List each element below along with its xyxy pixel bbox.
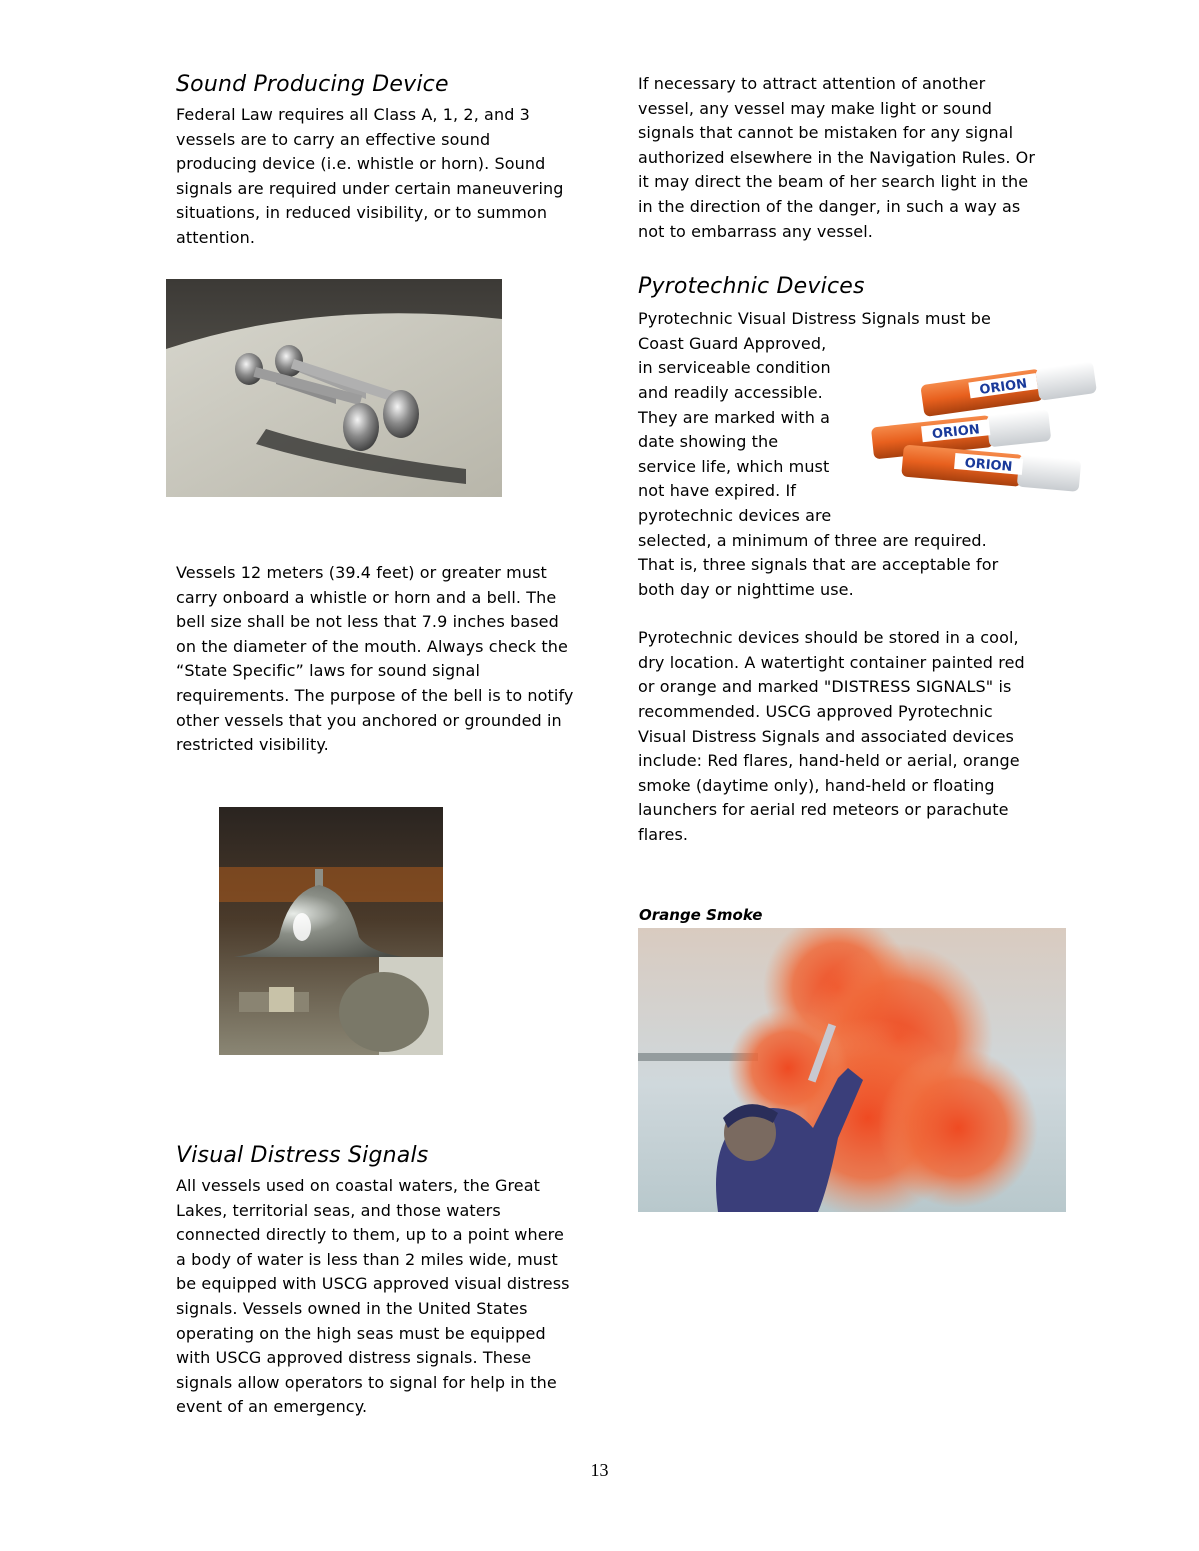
pyro-line: date showing the [638,432,779,452]
attract-attention-paragraph: If necessary to attract attention of another vessel, any vessel may make light or sound signals that cannot be mistaken for any signal authorized elsewhere in the Navigation Rules. Or it may direct the beam of her search light in the in the direction of the danger, in such a way as not to embarrass any vessel. [638,74,1036,241]
pyro-line: and readily accessible. [638,382,823,402]
flare-label: ORION [978,376,1029,399]
visual-distress-signals-heading: Visual Distress Signals [176,1143,429,1168]
sound-device-paragraph: Federal Law requires all Class A, 1, 2, and 3 vessels are to carry an effective sound producing device (i.e. whistle or horn). Sound signals are required under certain maneuvering situations, in reduced visibility, or to summon attention. [176,105,564,247]
sound-producing-device-heading: Sound Producing Device [176,72,449,97]
air-horn-photo [166,279,502,497]
pyro-line: Pyrotechnic Visual Distress Signals must be [638,309,992,329]
flare-label: ORION [963,455,1013,475]
visual-distress-paragraph: All vessels used on coastal waters, the Great Lakes, territorial seas, and those waters connected directly to them, up to a point where a body of water is less than 2 miles wide, must be equipped with USCG approved visual distress signals. Vessels owned in the United States operating on the high seas must be equipped with USCG approved distress signals. These signals allow operators to signal for help in the event of an emergency. [176,1176,570,1417]
pyro-line: in serviceable condition [638,358,831,378]
pyro-line: They are marked with a [638,407,831,427]
orion-flares-photo [862,352,1102,502]
pyro-line: That is, three signals that are acceptable for [638,555,999,575]
pyro-line: selected, a minimum of three are required. [638,530,987,550]
pyrotechnic-devices-heading: Pyrotechnic Devices [638,274,865,300]
pyro-line: both day or nighttime use. [638,579,854,599]
bell-requirement-paragraph: Vessels 12 meters (39.4 feet) or greater must carry onboard a whistle or horn and a bell. The bell size shall be not less that 7.9 inches based on the diameter of the mouth. Always check the “State Specific” laws for sound signal requirements. The purpose of the bell is to notify other vessels that you anchored or grounded in restricted visibility. [176,563,574,755]
pyro-line: not have expired. If [638,481,797,501]
page-number: 13 [590,1460,609,1480]
pyrotechnic-storage-paragraph: Pyrotechnic devices should be stored in a cool, dry location. A watertight container painted red or orange and marked "DISTRESS SIGNALS" is recommended. USCG approved Pyrotechnic Visual Distress Signals and associated devices include: Red flares, hand-held or aerial, orange smoke (daytime only), hand-held or floating launchers for aerial red meteors or parachute flares. [638,628,1025,845]
left-column [176,72,576,251]
flare-label: ORION [931,422,981,443]
orange-smoke-caption: Orange Smoke [639,906,763,924]
orange-smoke-photo [638,928,1066,1212]
pyro-line: Coast Guard Approved, [638,333,827,353]
pyro-line: service life, which must [638,456,830,476]
pyro-line: pyrotechnic devices are [638,505,832,525]
bell-requirement-block [176,561,576,758]
ship-bell-photo [219,807,443,1055]
visual-distress-section [176,1143,576,1420]
